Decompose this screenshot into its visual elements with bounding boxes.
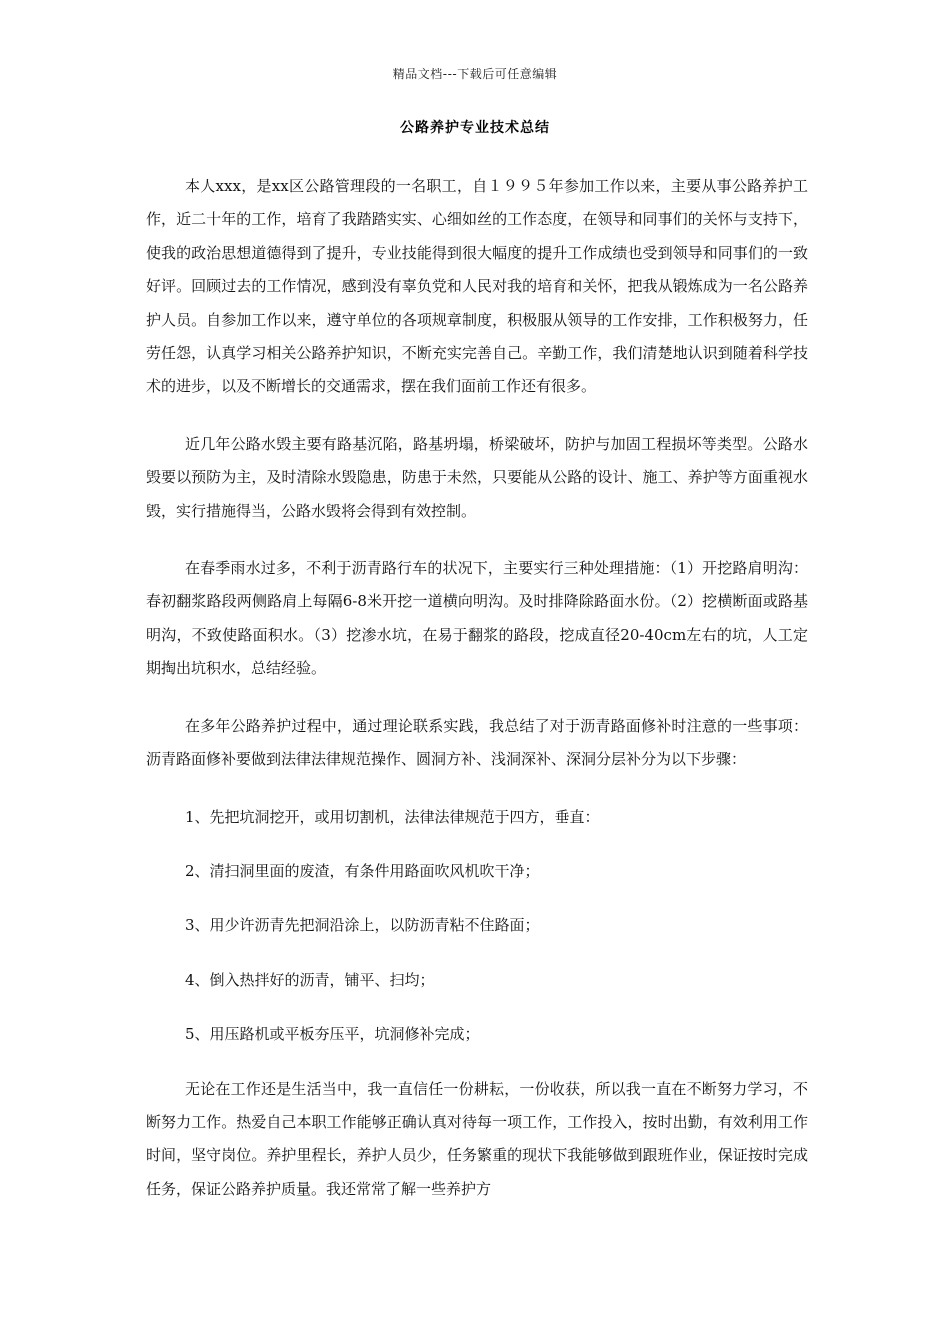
step-item: 1、先把坑洞挖开，或用切割机，法律法律规范于四方，垂直：: [185, 807, 600, 826]
header-note: 精品文档---下载后可任意编辑: [392, 67, 558, 81]
step-item: 3、用少许沥青先把洞沿涂上，以防沥青粘不住路面；: [185, 916, 540, 935]
document-body: [146, 170, 808, 1230]
paragraph-intro: 本人xxx，是xx区公路管理段的一名职工，自１９９５年参加工作以来，主要从事公路养护工作，近二十年的工作，培育了我踏踏实实、心细如丝的工作态度，在领导和同事们的关怀与支持下，使我的政治思想道德得到了提升，专业技能得到很大幅度的提升工作成绩也受到领导和同事们的一致好评。回顾过去的工作情况，感到没有辜负党和人民对我的培育和关怀，把我从锻炼成为一名公路养护人员。自参加工作以来，遵守单位的各项规章制度，积极服从领导的工作安排，工作积极努力，任劳任怨，认真学习相关公路养护知识，不断充实完善自己。辛勤工作，我们清楚地认识到随着科学技术的进步，以及不断增长的交通需求，摆在我们面前工作还有很多。: [146, 177, 808, 396]
document-title: 公路养护专业技术总结: [400, 120, 550, 136]
step-item: 2、清扫洞里面的废渣，有条件用路面吹风机吹干净；: [185, 861, 540, 880]
paragraph-water-damage: 近几年公路水毁主要有路基沉陷，路基坍塌，桥梁破坏，防护与加固工程损坏等类型。公路水毁要以预防为主，及时清除水毁隐患，防患于未然，只要能从公路的设计、施工、养护等方面重视水毁，实行措施得当，公路水毁将会得到有效控制。: [146, 434, 808, 520]
paragraph-repair-notes: 在多年公路养护过程中，通过理论联系实践，我总结了对于沥青路面修补时注意的一些事项：沥青路面修补要做到法律法律规范操作、圆洞方补、浅洞深补、深洞分层补分为以下步骤：: [146, 716, 808, 769]
step-item: 4、倒入热拌好的沥青，铺平、扫均；: [185, 970, 435, 989]
paragraph-spring-measures: 在春季雨水过多，不利于沥青路行车的状况下，主要实行三种处理措施：（1）开挖路肩明沟：春初翻浆路段两侧路肩上每隔6-8米开挖一道横向明沟。及时排降除路面水份。（2）挖横断面或路基明沟，不致使路面积水。（3）挖渗水坑，在易于翻浆的路段，挖成直径20-40cm左右的坑，人工定期掏出坑积水，总结经验。: [146, 559, 808, 678]
paragraph-closing: 无论在工作还是生活当中，我一直信任一份耕耘，一份收获，所以我一直在不断努力学习，不断努力工作。热爱自己本职工作能够正确认真对待每一项工作，工作投入，按时出勤，有效利用工作时间，坚守岗位。养护里程长，养护人员少，任务繁重的现状下我能够做到跟班作业，保证按时完成任务，保证公路养护质量。我还常常了解一些养护方: [146, 1079, 808, 1198]
step-item: 5、用压路机或平板夯压平，坑洞修补完成；: [185, 1025, 480, 1044]
